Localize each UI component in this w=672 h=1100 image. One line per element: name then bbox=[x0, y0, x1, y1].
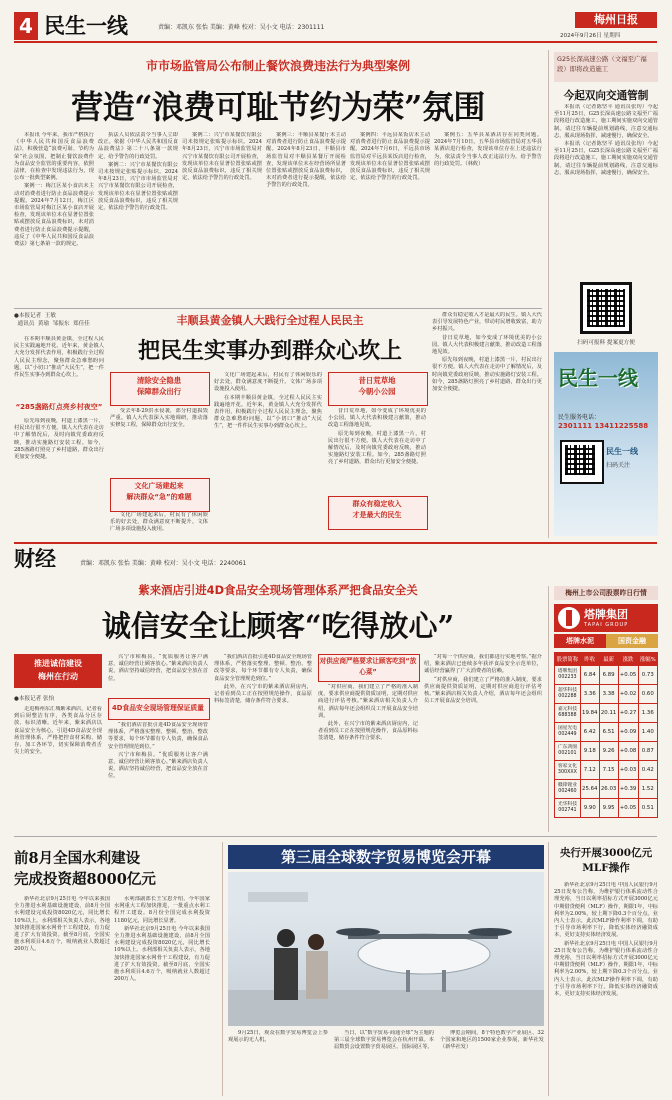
drone-body bbox=[358, 934, 490, 974]
story2-col2b: 文化广场建起来后，村民有了休闲娱乐的好去处，群众满意度不断提升。文体广场多项设施投入使用。 bbox=[110, 512, 208, 533]
story1-col4: 案例三：丰顺县某餐厅未主动对消费者进行防止食品浪费提示提醒。2024年8月23日，丰顺县市场监管局对丰顺县某餐厅开展检查，发现该单位未在经营场所显著位置张贴或摆放反食品浪费标识，未对消费者进行提示提醒，依法给予警告的行政处罚。 bbox=[266, 132, 346, 189]
stock-value-cell: +0.05 bbox=[618, 666, 638, 685]
stock-row bbox=[555, 742, 658, 761]
story3-col2a: 兴宁市和梅县。“优质服务让客户满意，诚信经营让顾客放心。”紫来酒店负责人说，酒店坚持诚信经营，把食品安全放在首位。 bbox=[108, 654, 208, 682]
story2-col2: 受去年8·29洪水侵袭，部分村道损毁严重。镇人大代表深入实地调研，推动落实修复工程，保障群众出行安全。 bbox=[110, 408, 208, 429]
stock-header-cell: 股票简称 bbox=[555, 653, 581, 666]
story6-headline: 央行开展3000亿元 MLF操作 bbox=[559, 847, 653, 874]
story1-kicker: 市市场监管局公布制止餐饮浪费违法行为典型案例 bbox=[145, 59, 410, 73]
story1-col5: 案例四：平远县某饭店未主动对消费者进行防止食品浪费提示提醒。2024年7月6日，平远县市场监管局对平远县某饭店进行检查，发现该单位未在显著位置张贴或摆放反食品浪费标识，违反了相关规定，依法给予警告的行政处罚。 bbox=[350, 132, 430, 182]
promo-hotline: 2301111 13411225588 bbox=[558, 422, 649, 430]
story1-headline: 营造“浪费可耻节约为荣”氛围 bbox=[71, 88, 485, 126]
drone-leg-2 bbox=[442, 970, 446, 992]
stock-name-cell: 赣锋锂业 002460 bbox=[555, 780, 581, 799]
story2-highlight: “285盏路灯点亮乡村夜空” bbox=[15, 403, 103, 411]
stock-value-cell: 20.11 bbox=[599, 704, 618, 723]
right-headline: 今起双向交通管制 bbox=[563, 90, 649, 102]
stock-table bbox=[554, 652, 658, 818]
qr-pattern bbox=[587, 289, 625, 327]
person-1-head bbox=[277, 929, 295, 947]
story3-col4: “对供应商，我们建立了严格的准入制度，要求供应商提供资质证明，定期对供应商进行评估考核。”紫来酒店相关负责人介绍，酒店每年还会组织员工开展食品安全培训。 此外，在兴宁市的紫来酒店厨房内，记者看到员工正在按照规范操作，食品原料标签清楚，储存条件符合要求。 bbox=[318, 684, 418, 742]
story5-caption3: 博览会期间，8个特色数字产业展区、32个国家和地区的1500家企业参展，新华社发（新华社发） bbox=[440, 1030, 544, 1051]
story2-col1: 在本期丰顺县黄金镇，全过程人民民主实践遍地开花。近年来，黄金镇人大充分发挥代表作用，积极践行全过程人民民主理念，聚焦群众急难愁盼问题，以“小切口”推动“大民生”，把一件件民生实事办到群众心坎上。 bbox=[14, 336, 104, 379]
stock-row bbox=[555, 704, 658, 723]
story5-headline: 第三届全球数字贸易博览会开幕 bbox=[280, 848, 491, 866]
story1-col1: 本报讯 今年来，我市严格执行《中华人民共和国反食品浪费法》，积极营造“浪费可耻、节约为荣”社会氛围，把制止餐饮浪费作为食品安全监管的重要内容，依照法律，在检查中发现违法行为，现公布一批典型案例。 案例一：梅江区某小食店未主动对消费者进行防止食品浪费提示提醒。2024年7月12日，梅江区市场监管局对梅江区某小食店开展检查，发现该单位未在显著位置张贴或摆放反食品浪费标识，未对消费者进行防止食品浪费提示提醒，违反了《中华人民共和国反食品浪费法》第七条第一款的规定。 bbox=[14, 132, 94, 248]
story1-col2: 执法人员依法责令当事人立即改正。依据《中华人民共和国反食品浪费法》第二十八条第一款规定，给予警告的行政处罚。 案例二：兴宁市某餐饮有限公司未按规定张贴提示标识。2024年8月23日，兴宁市市场监管局对兴宁市某餐饮有限公司开展检查，发现该单位未在显著位置张贴或摆放反食品浪费标识，违反了相关规定，依法给予警告的行政处罚。 bbox=[98, 132, 178, 212]
stock-header-cell: 昨收 bbox=[580, 653, 599, 666]
stock-value-cell: +0.08 bbox=[618, 742, 638, 761]
stock-slogan2: 国资金融 bbox=[606, 634, 658, 648]
drone-rotor-left bbox=[336, 928, 380, 936]
stock-header-cell: 涨跌 bbox=[618, 653, 638, 666]
promo-qr-pattern bbox=[565, 445, 595, 475]
promo-wx-sub: 扫码关注 bbox=[606, 462, 631, 469]
story3-col1: 走进梅州东汇城紫来酒店，记者看到后厨整洁有序，各类食品分区存放、标识清晰。近年来，紫来酒店以食品安全为核心，引进4D食品安全现场管理体系，严格把控食材采购、储存、加工各环节，切实保障消费者舌尖上的安全。 bbox=[14, 706, 102, 756]
person-2-body bbox=[306, 951, 328, 999]
stock-divider bbox=[548, 586, 549, 832]
story4-col2: 水利部副部长王宝恩介绍，今年国家水网重大工程加快推进，一批重点水利工程开工建设。8月份全国完成水利投资1180亿元，同比增长显著。 新华社北京9月25日电 今年以来我国全力推进水利基础设施建设，前8月全国水利建设完成投资8020亿元，同比增长10%以上。水利部相关负责人表示，各地加快推进国家水网骨干工程建设，有力促进了扩大有效投资。截至8月底，全国实施水利项目4.6万个，吸纳就业人数超过200万人。 bbox=[114, 896, 210, 983]
header-rule bbox=[14, 41, 657, 43]
story2-col5: 群众有稳定收入才是最大的民生。镇人大代表引导发展特色产业，带动村民增收致富，助力乡村振兴。 昔日荒草地，如今变成了环境优美的小公园。镇人大代表积极建言献策，推动改造工程落地见效。 原先每到夜晚，村道上漆黑一片，村民出行很不方便。镇人大代表在走访中了解情况后，及时向镇党委政府反映，推动实施路灯安装工程。如今，285盏路灯照亮了乡村道路，群众出行更加安全便捷。 bbox=[432, 312, 542, 393]
stock-value-cell: +0.02 bbox=[618, 685, 638, 704]
section2-rule bbox=[14, 542, 657, 544]
stock-name-cell: 广东鸿图 002101 bbox=[555, 742, 581, 761]
bottom-rule bbox=[14, 836, 657, 837]
person-2-head bbox=[308, 934, 324, 950]
promo-wx-label: 民生一线 bbox=[606, 447, 638, 456]
story3-col5: “对每一个供应商，我们都进行实地考察。”据介绍，紫来酒店已连续多年获评食品安全示范单位，诚信经营赢得了广大消费者的信赖。 “对供应商，我们建立了严格的准入制度，要求供应商提供资质证明，定期对供应商进行评估考核。”紫来酒店相关负责人介绍，酒店每年还会组织员工开展食品安全培训。 bbox=[424, 654, 542, 705]
story3-kicker: 紫来酒店引进4D食品安全现场管理体系严把食品安全关 bbox=[138, 583, 418, 597]
story2-sub1: 清除安全隐患 保障群众出行 bbox=[136, 376, 182, 396]
stock-value-cell: 0.60 bbox=[638, 685, 657, 704]
story3-tag: 推进诚信建设 梅州在行动 bbox=[34, 659, 82, 681]
stock-value-cell: +0.03 bbox=[618, 761, 638, 780]
stock-value-cell: 9.95 bbox=[599, 799, 618, 818]
stock-value-cell: 0.87 bbox=[638, 742, 657, 761]
story1-col3: 案例二：兴宁市某餐饮有限公司未按规定张贴提示标识。2024年8月23日，兴宁市市场监管局对兴宁市某餐饮有限公司开展检查，发现该单位未在显著位置张贴或摆放反食品浪费标识，违反了相关规定，依法给予警告的行政处罚。 bbox=[182, 132, 262, 182]
stock-name-cell: 国星光电 002449 bbox=[555, 723, 581, 742]
stock-row bbox=[555, 666, 658, 685]
story5-divider-left bbox=[222, 842, 223, 1096]
story3-sub1: 4D食品安全现场管理保证质量 bbox=[112, 704, 204, 712]
stock-value-cell: +0.05 bbox=[618, 799, 638, 818]
story2-sub4: 群众有稳定收入 才是最大的民生 bbox=[352, 500, 402, 519]
stock-name-cell: 嘉元科技 688388 bbox=[555, 704, 581, 723]
person-1-body bbox=[274, 948, 298, 1000]
story2-col3: 文化广场建起来后，村民有了休闲娱乐的好去处，群众满意度不断提升。文体广场多项设施投入使用。 在本期丰顺县黄金镇，全过程人民民主实践遍地开花。近年来，黄金镇人大充分发挥代表作用，积极践行全过程人民民主理念，聚焦群众急难愁盼问题，以“小切口”推动“大民生”，把一件件民生实事办到群众心坎上。 bbox=[214, 372, 322, 430]
stock-header-cell: 涨幅% bbox=[638, 653, 657, 666]
tapai-logo-mark bbox=[566, 610, 572, 626]
stock-row bbox=[555, 685, 658, 704]
stock-value-cell: 7.15 bbox=[599, 761, 618, 780]
qr-code[interactable] bbox=[580, 282, 632, 334]
expo-photo bbox=[228, 872, 544, 1026]
stock-value-cell: 1.40 bbox=[638, 723, 657, 742]
story3-headline: 诚信安全让顾客“吃得放心” bbox=[101, 609, 455, 643]
story2-col1b: 原先每到夜晚，村道上漆黑一片，村民出行很不方便。镇人大代表在走访中了解情况后，及时向镇党委政府反映，推动实施路灯安装工程。如今，285盏路灯照亮了乡村道路，群众出行更加安全便捷。 bbox=[14, 418, 104, 461]
stock-value-cell: 0.73 bbox=[638, 666, 657, 685]
stock-value-cell: 1.36 bbox=[638, 704, 657, 723]
stock-row bbox=[555, 723, 658, 742]
page-number: 4 bbox=[19, 14, 33, 38]
section2-meta: 责编：邓凯东 张怡 美编：黄峰 校对：吴小文 电话：2240061 bbox=[80, 560, 247, 567]
stock-table-wrap bbox=[554, 652, 658, 818]
story3-sub2: 对供应商严格要求让顾客吃到“放心菜” bbox=[319, 657, 417, 676]
stock-value-cell: 7.12 bbox=[580, 761, 599, 780]
masthead-logo: 梅州日报 bbox=[594, 13, 638, 26]
stock-header-row bbox=[555, 653, 658, 666]
right-kicker: G25长深高速公路（文福至广福段）即将改造施工 bbox=[554, 52, 658, 82]
story2-sub3: 昔日荒草地 今朝小公园 bbox=[358, 376, 396, 396]
story3-col3: “我们酒店首批引进4D食品安全现场管理体系，严格落实整理、整顿、整治、整改等要求，每个环节都有专人负责，确保食品安全管理规范到位。” 此外，在兴宁市的紫来酒店厨房内，记者看到员工正在按照规范操作，食品原料标签清楚，储存条件符合要求。 bbox=[214, 654, 312, 705]
right-body: 本报讯（记者陈坚平 通讯员张均）今起至11月25日，G25长深高速公路文福至广福段将进行改造施工，施工期间实施双向交通管制。请过往车辆提前规划路线，注意交通标志，服从现场指挥，减速慢行，确保安全。 本报讯（记者陈坚平 通讯员张均）今起至11月25日，G25长深高速公路文福至广福段将进行改造施工，施工期间实施双向交通管制。请过往车辆提前规划路线，注意交通标志，服从现场指挥，减速慢行，确保安全。 bbox=[554, 104, 658, 176]
stock-value-cell: 1.52 bbox=[638, 780, 657, 799]
promo-brand: 民生一线 bbox=[558, 366, 638, 390]
story3-byline: ●本报记者 张怡 bbox=[14, 696, 55, 702]
section-title: 民生一线 bbox=[44, 14, 128, 38]
right-divider bbox=[548, 50, 549, 538]
story6-divider-left bbox=[548, 842, 549, 1096]
stock-value-cell: 6.84 bbox=[580, 666, 599, 685]
promo-hotline-label: 民生服务电话： bbox=[558, 414, 601, 421]
story5-caption1: 9月25日，观众在数字贸易博览会上参观展示的无人机。 bbox=[228, 1030, 328, 1044]
section2-title: 财经 bbox=[14, 547, 56, 571]
stock-value-cell: 6.89 bbox=[599, 666, 618, 685]
story2-byline: ●本报记者 王敏 通讯员 黄瑜 邹振东 郑佳佳 bbox=[14, 313, 90, 327]
stock-value-cell: 19.84 bbox=[580, 704, 599, 723]
stock-row bbox=[555, 761, 658, 780]
stock-table-body bbox=[555, 666, 658, 818]
stock-row bbox=[555, 780, 658, 799]
stock-name-cell: 光华科技 002741 bbox=[555, 799, 581, 818]
stock-value-cell: +0.39 bbox=[618, 780, 638, 799]
story3-col2b: “我们酒店首批引进4D食品安全现场管理体系，严格落实整理、整顿、整治、整改等要求，每个环节都有专人负责，确保食品安全管理规范到位。” 兴宁市和梅县。“优质服务让客户满意，诚信经营让顾客放心。”紫来酒店负责人说，酒店坚持诚信经营，把食品安全放在首位。 bbox=[108, 722, 208, 780]
stock-value-cell: 26.03 bbox=[599, 780, 618, 799]
story4-headline: 前8月全国水利建设 完成投资超8000亿元 bbox=[14, 850, 156, 888]
story2-kicker: 丰顺县黄金镇人大践行全过程人民民主 bbox=[176, 314, 364, 327]
stock-brand: 塔牌集团 bbox=[584, 608, 628, 621]
issue-date: 2024年9月26日 星期四 bbox=[560, 33, 621, 39]
stock-name-cell: 超华科技 002288 bbox=[555, 685, 581, 704]
story2-col4: 昔日荒草地，如今变成了环境优美的小公园。镇人大代表积极建言献策，推动改造工程落地见效。 原先每到夜晚，村道上漆黑一片，村民出行很不方便。镇人大代表在走访中了解情况后，及时向镇党委政府反映，推动实施路灯安装工程。如今，285盏路灯照亮了乡村道路，群众出行更加安全便捷。 bbox=[328, 408, 426, 466]
stock-title: 梅州上市公司股票昨日行情 bbox=[554, 586, 658, 600]
stock-value-cell: 3.38 bbox=[599, 685, 618, 704]
stock-value-cell: 0.51 bbox=[638, 799, 657, 818]
stock-value-cell: 6.51 bbox=[599, 723, 618, 742]
editor-meta: 责编：邓凯东 张怡 美编：黄峰 校对：吴小文 电话：2301111 bbox=[158, 24, 325, 31]
stock-value-cell: 9.18 bbox=[580, 742, 599, 761]
qr-caption: 扫码可报料 提案更方便 bbox=[577, 340, 635, 346]
stock-brand-en: TAPAI GROUP bbox=[584, 622, 629, 628]
story1-col6: 案例五：五华县某酒店存在同类问题。2024年7月10日，五华县市场监管局对五华县某酒店进行检查，发现该单位存在上述违法行为，依法责令当事人改正违法行为，给予警告的行政处罚。（林攸） bbox=[434, 132, 542, 167]
stock-value-cell: 9.90 bbox=[580, 799, 599, 818]
stock-value-cell: 3.36 bbox=[580, 685, 599, 704]
photo-sign bbox=[248, 892, 308, 902]
drone-leg-1 bbox=[406, 970, 410, 992]
stock-slogan1: 塔牌水泥 bbox=[554, 634, 606, 648]
stock-value-cell: 9.26 bbox=[599, 742, 618, 761]
drone-illustration bbox=[228, 872, 544, 1026]
stock-value-cell: 6.42 bbox=[580, 723, 599, 742]
story6-body: 新华社北京9月25日电 中国人民银行9月25日发布公告称，为维护银行体系流动性合理充裕，当日以利率招标方式开展3000亿元中期借贷便利（MLF）操作，期限1年，中标利率为2.00%，较上期下降0.3个百分点。业内人士表示，此次MLF操作利率下调，有助于引导市场利率下行，降低实体经济融资成本，更好支持实体经济发展。 新华社北京9月25日电 中国人民银行9月25日发布公告称，为维护银行体系流动性合理充裕，当日以利率招标方式开展3000亿元中期借贷便利（MLF）操作，期限1年，中标利率为2.00%，较上期下降0.3个百分点。业内人士表示，此次MLF操作利率下调，有助于引导市场利率下行，降低实体经济融资成本，更好支持实体经济发展。 bbox=[554, 882, 658, 998]
stock-value-cell: +0.27 bbox=[618, 704, 638, 723]
stock-value-cell: 0.42 bbox=[638, 761, 657, 780]
story2-headline: 把民生实事办到群众心坎上 bbox=[137, 338, 402, 364]
stock-header-cell: 最新 bbox=[599, 653, 618, 666]
stock-value-cell: 25.64 bbox=[580, 780, 599, 799]
drone-rotor-right bbox=[468, 928, 512, 936]
stock-row bbox=[555, 799, 658, 818]
story1-rule bbox=[14, 308, 542, 309]
promo-qr[interactable] bbox=[560, 440, 604, 484]
story2-sub2: 文化广场建起来 解决群众“急”的难题 bbox=[126, 482, 192, 501]
story4-col1: 新华社北京9月25日电 今年以来我国全力推进水利基础设施建设，前8月全国水利建设完成投资8020亿元，同比增长10%以上。水利部相关负责人表示，各地加快推进国家水网骨干工程建设，有力促进了扩大有效投资。截至8月底，全国实施水利项目4.6万个，吸纳就业人数超过200万人。 bbox=[14, 896, 110, 953]
stock-name-cell: 客家文化 300XXX bbox=[555, 761, 581, 780]
stock-value-cell: +0.09 bbox=[618, 723, 638, 742]
story5-caption2: 当日，以“数字贸易·商通全球”为主题的第三届全球数字贸易博览会在杭州开幕。本届数贸会设置数字贸易展区、国际展区等。 bbox=[334, 1030, 434, 1051]
stock-name-cell: 塔牌集团 002233 bbox=[555, 666, 581, 685]
